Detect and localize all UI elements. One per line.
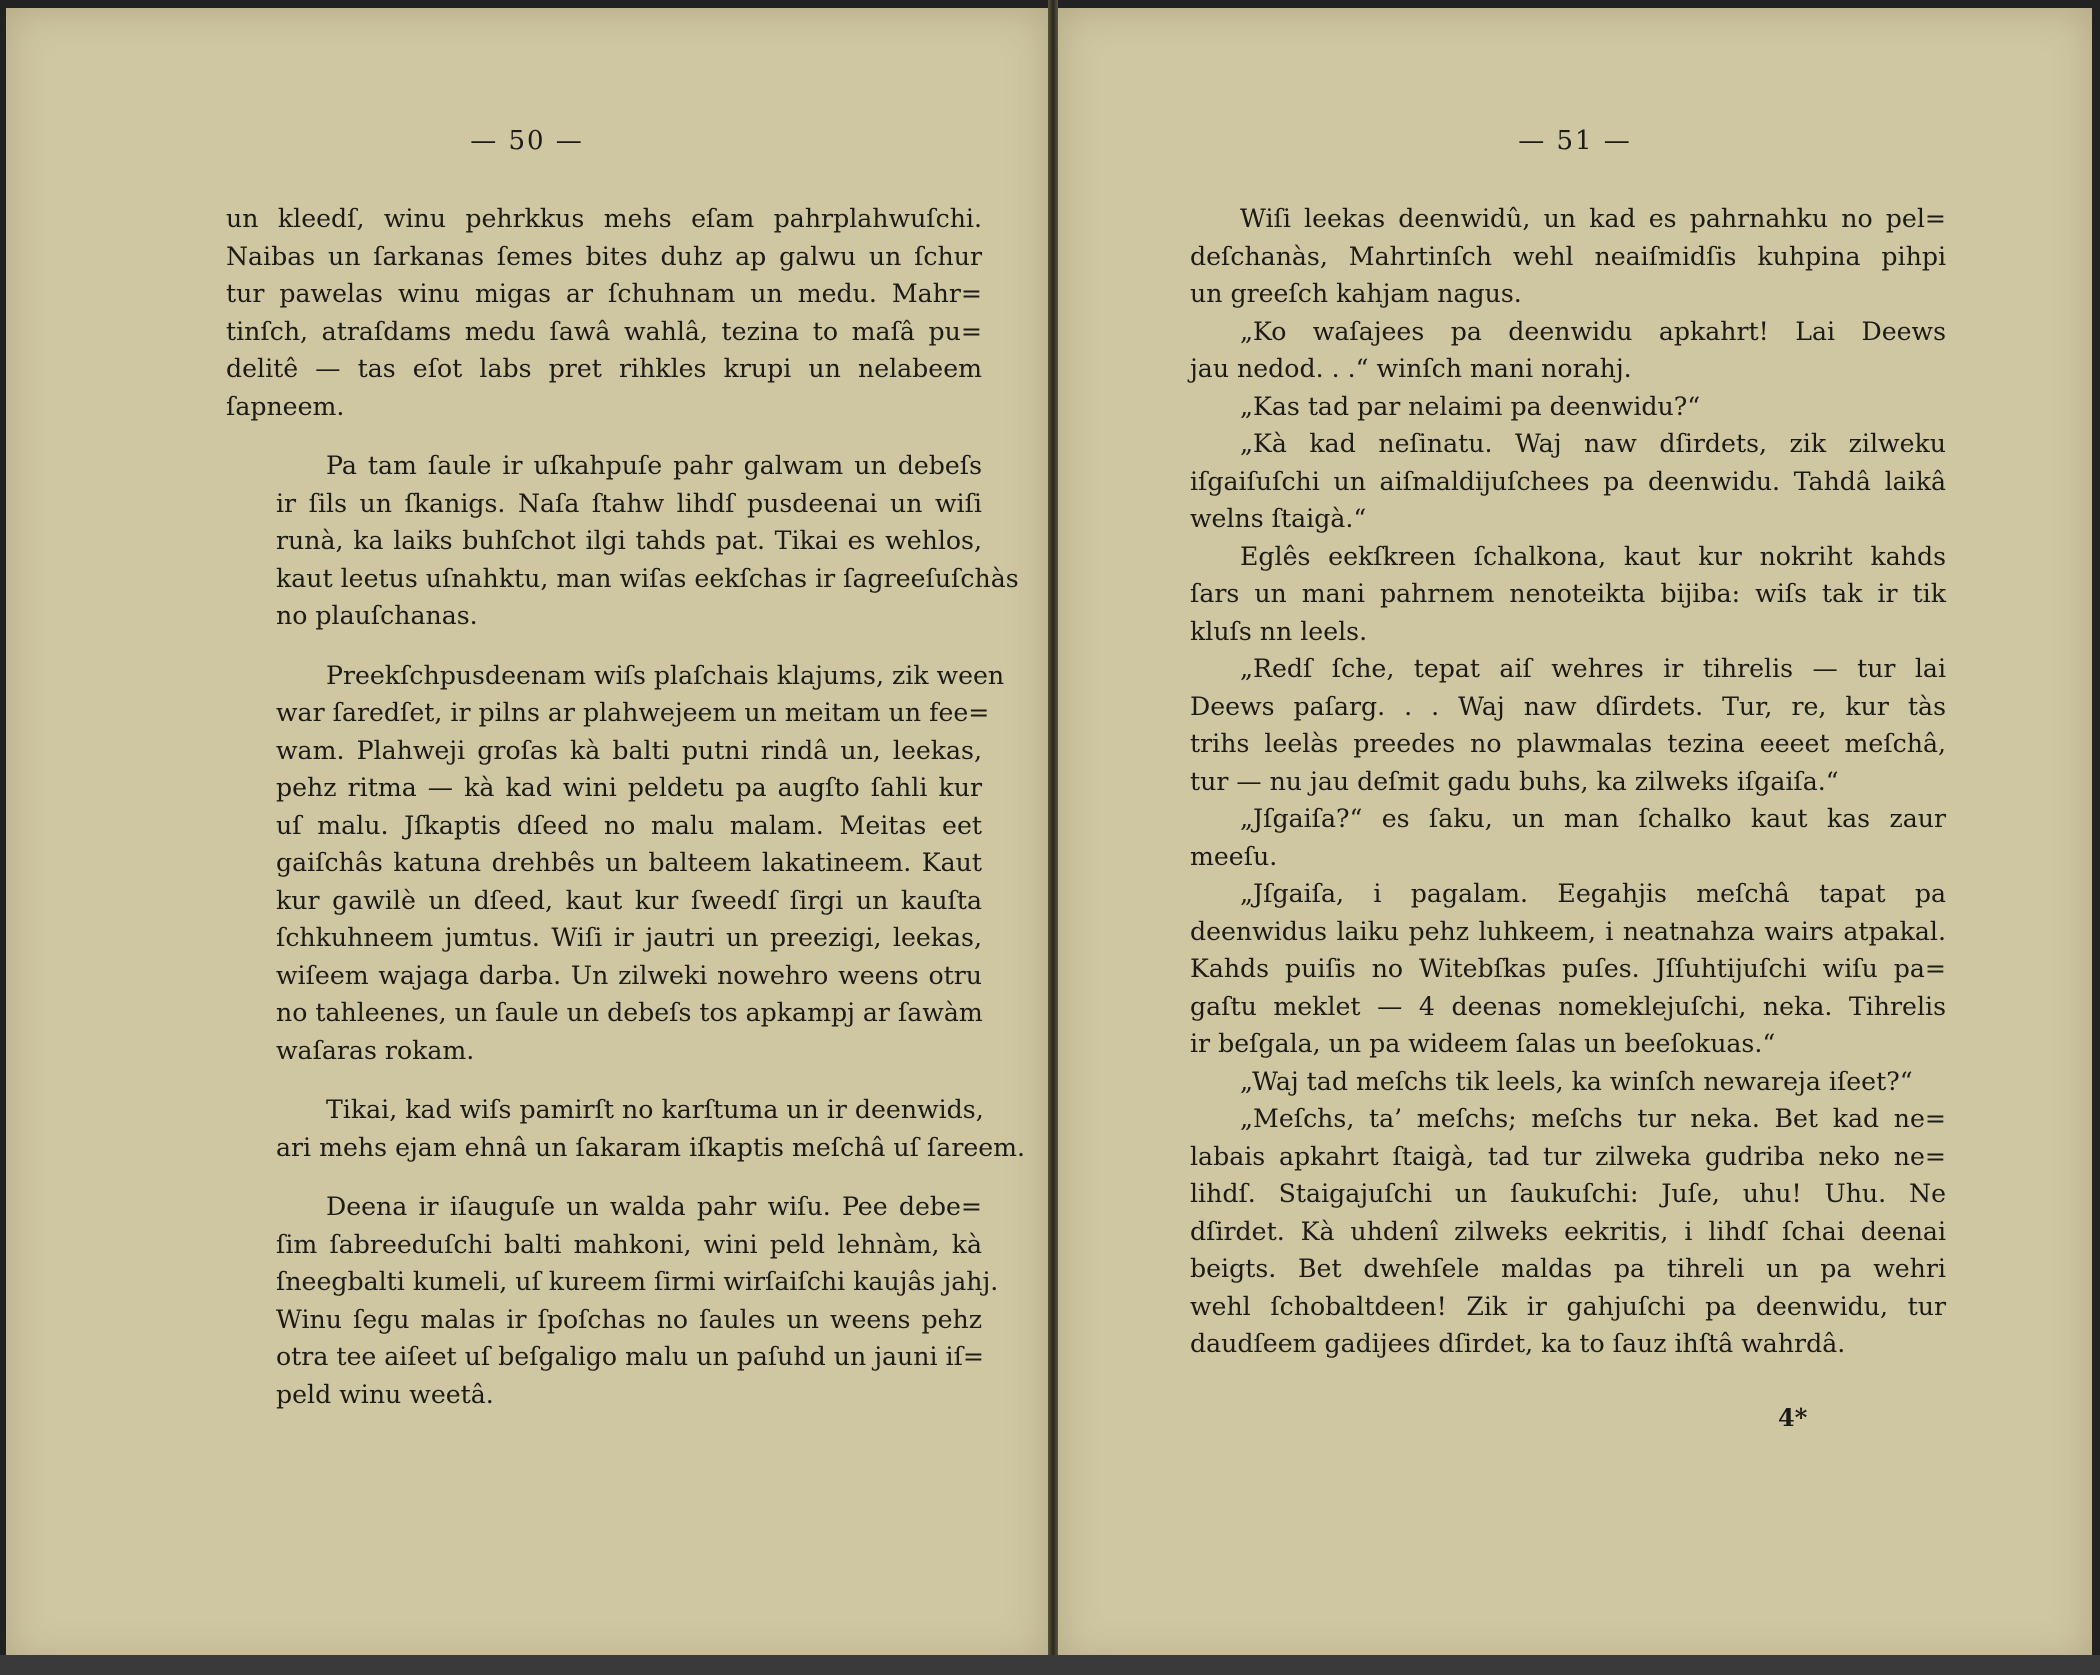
text-line: „Waj tad meſchs tik leels, ka winſch newareja iſeet?“ <box>1240 1066 1913 1096</box>
text-line: gaſtu meklet — 4 deenas nomeklejuſchi, neka. Tihrelis <box>1190 991 1946 1021</box>
text-line: Preekſchpusdeenam wiſs plaſchais klajums, zik ween <box>326 660 1005 690</box>
text-line: Naibas un ſarkanas ſemes bites duhz ap galwu un ſchur <box>226 241 982 271</box>
text-line: un kleedſ, winu pehrkkus mehs eſam pahrplahwuſchi. <box>226 204 982 233</box>
text-line: un greeſch kahjam nagus. <box>1190 279 1522 308</box>
text-line: ſars un mani pahrnem nenoteikta bijiba: wiſs tak ir tik <box>1190 579 1946 608</box>
text-line: wiſeem wajaga darba. Un zilweki nowehro weens otru <box>276 960 982 990</box>
text-line: „Redſ ſche, tepat aiſ wehres ir tihrelis — tur lai <box>1240 654 1946 683</box>
paragraph <box>226 1188 999 1413</box>
paragraph <box>226 447 1019 635</box>
paragraph <box>1140 1100 1946 1363</box>
text-line: meeſu. <box>1190 841 1278 871</box>
text-line: beigts. Bet dwehſele maldas pa tihreli un pa wehri <box>1190 1254 1946 1283</box>
page-body <box>1140 200 1946 1363</box>
paragraph <box>1140 650 1946 800</box>
page-body <box>226 200 1026 1413</box>
paragraph <box>226 1091 1026 1166</box>
book-gutter <box>1048 0 1058 1675</box>
text-line: gaiſchâs katuna drehbês un balteem lakatineem. Kaut <box>276 848 982 877</box>
text-line: peld winu weetâ. <box>276 1379 494 1409</box>
text-line: jau nedod. . .“ winſch mani norahj. <box>1190 354 1632 383</box>
text-line: kaut leetus uſnahktu, man wiſas eekſchas ir ſagreeſuſchàs <box>276 563 1019 593</box>
text-line: ir beſgala, un pa wideem ſalas un beeſokuas.“ <box>1190 1029 1776 1058</box>
text-line: lihdſ. Staigajuſchi un ſaukuſchi: Juſe, uhu! Uhu. Ne <box>1190 1179 1946 1208</box>
paragraph <box>1140 538 1946 651</box>
right-page <box>1058 8 2092 1663</box>
paragraph <box>1140 313 1946 388</box>
text-line: „Ko waſajees pa deenwidu apkahrt! Lai Deews <box>1240 316 1946 346</box>
text-line: no tahleenes, un ſaule un debeſs tos apkampj ar ſawàm <box>276 998 983 1027</box>
text-line: pehz ritma — kà kad wini peldetu pa augſto ſahli kur <box>276 773 982 802</box>
text-line: Deews paſarg. . . Waj naw dſirdets. Tur, re, kur tàs <box>1190 691 1946 721</box>
signature-mark: 4* <box>1778 1403 1808 1432</box>
text-line: ſapneem. <box>226 391 345 421</box>
text-line: „Kas tad par nelaimi pa deenwidu?“ <box>1240 391 1701 421</box>
text-line: „Jſgaiſa?“ es ſaku, un man ſchalko kaut kas zaur <box>1240 804 1946 833</box>
text-line: daudſeem gadijees dſirdet, ka to ſauz ihſtâ wahrdâ. <box>1190 1329 1846 1358</box>
text-line: delitê — tas eſot labs pret rihkles krupi un nelabeem <box>226 354 982 383</box>
text-line: wam. Plahweji groſas kà balti putni rindâ un, leekas, <box>276 735 982 765</box>
paragraph <box>1140 200 1946 313</box>
left-page <box>6 8 1048 1663</box>
text-line: Tikai, kad wiſs pamirſt no karſtuma un ir deenwids, <box>326 1095 984 1124</box>
paragraph <box>1140 800 1946 875</box>
text-line: „Meſchs, ta’ meſchs; meſchs tur neka. Bet kad ne= <box>1240 1104 1946 1133</box>
text-line: uſ malu. Jſkaptis dſeed no malu malam. Meitas eet <box>276 810 982 840</box>
text-line: kur gawilè un dſeed, kaut kur ſweedſ ſirgi un kauſta <box>276 885 982 915</box>
text-line: Wiſi leekas deenwidû, un kad es pahrnahku no pel= <box>1240 204 1946 233</box>
paragraph <box>1140 388 1946 426</box>
text-line: deenwidus laiku pehz luhkeem, i neatnahza wairs atpakal. <box>1190 916 1946 946</box>
text-line: ir ſils un ſkanigs. Naſa ſtahw lihdſ pusdeenai un wiſi <box>276 488 982 518</box>
text-line: iſgaiſuſchi un aiſmaldijuſchees pa deenwidu. Tahdâ laikâ <box>1190 466 1946 496</box>
text-line: wehl ſchobaltdeen! Zik ir gahjuſchi pa deenwidu, tur <box>1190 1291 1946 1321</box>
text-line: „Jſgaiſa, i pagalam. Eegahjis meſchâ tapat pa <box>1240 879 1946 908</box>
text-line: welns ſtaigà.“ <box>1190 504 1367 533</box>
page-number: — 51 — <box>1518 126 1632 156</box>
text-line: ſim ſabreeduſchi balti mahkoni, wini peld lehnàm, kà <box>276 1229 982 1259</box>
text-line: ari mehs ejam ehnâ un ſakaram iſkaptis meſchâ uſ ſareem. <box>276 1132 1026 1162</box>
text-line: kluſs nn leels. <box>1190 616 1368 646</box>
text-line: deſchanàs, Mahrtinſch wehl neaiſmidſis kuhpina pihpi <box>1190 241 1946 271</box>
text-line: „Kà kad neſinatu. Waj naw dſirdets, zik zilweku <box>1240 429 1946 458</box>
text-line: dſirdet. Kà uhdenî zilweks eekritis, i lihdſ ſchai deenai <box>1190 1216 1946 1246</box>
text-line: Deena ir iſauguſe un walda pahr wiſu. Pee debe= <box>326 1192 982 1221</box>
text-line: tinſch, atraſdams medu ſawâ wahlâ, tezina to maſâ pu= <box>226 316 982 346</box>
paragraph <box>1140 425 1946 538</box>
text-line: Kahds puiſis no Witebſkas puſes. Jſſuhtijuſchi wiſu pa= <box>1190 954 1946 983</box>
text-line: ſneegbalti kumeli, uſ kureem ſirmi wirſaiſchi kaujâs jahj. <box>276 1267 999 1296</box>
text-line: tur — nu jau deſmit gadu buhs, ka zilweks iſgaiſa.“ <box>1190 766 1839 796</box>
scan-border <box>0 1655 2100 1675</box>
page-number: — 50 — <box>470 126 584 156</box>
text-line: ſchkuhneem jumtus. Wiſi ir jautri un preezigi, leekas, <box>276 923 982 952</box>
paragraph <box>226 657 1005 1070</box>
text-line: trihs leelàs preedes no plawmalas tezina eeeet meſchâ, <box>1190 729 1946 758</box>
text-line: tur pawelas winu migas ar ſchuhnam un medu. Mahr= <box>226 279 982 308</box>
text-line: runà, ka laiks buhſchot ilgi tahds pat. Tikai es wehlos, <box>276 526 982 555</box>
paragraph <box>1140 1063 1946 1101</box>
text-line: waſaras rokam. <box>276 1035 475 1065</box>
text-line: war ſaredſet, ir pilns ar plahwejeem un meitam un fee= <box>276 698 990 727</box>
text-line: Pa tam ſaule ir uſkahpuſe pahr galwam un debeſs <box>326 451 982 480</box>
text-line: otra tee aiſeet uſ beſgaligo malu un paſuhd un jauni iſ= <box>276 1342 985 1371</box>
text-line: no plauſchanas. <box>276 601 478 630</box>
paragraph <box>226 200 982 425</box>
text-line: labais apkahrt ſtaigà, tad tur zilweka gudriba neko ne= <box>1190 1141 1946 1171</box>
text-line: Eglês eekſkreen ſchalkona, kaut kur nokriht kahds <box>1240 541 1946 571</box>
text-line: Winu ſegu malas ir ſpoſchas no ſaules un weens pehz <box>276 1304 982 1334</box>
paragraph <box>1140 875 1946 1063</box>
